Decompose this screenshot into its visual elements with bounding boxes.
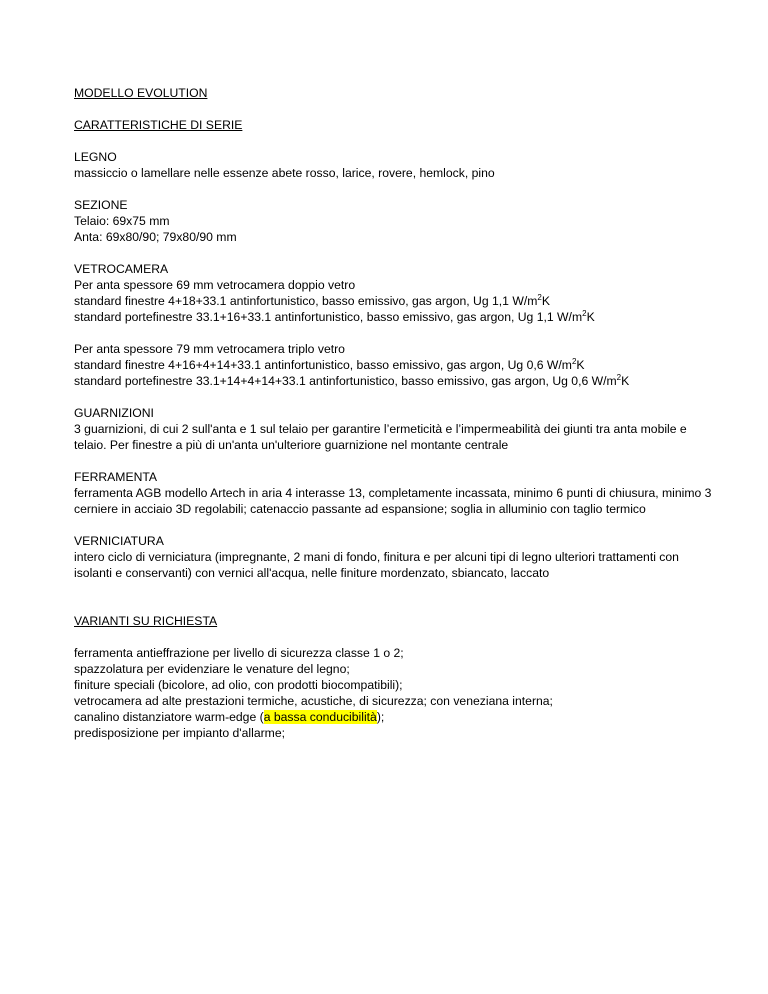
highlighted-text: a bassa conducibilità bbox=[263, 710, 377, 724]
varianti-item: vetrocamera ad alte prestazioni termiche, acustiche, di sicurezza; con veneziana interna; bbox=[74, 694, 553, 708]
guarnizioni-heading: GUARNIZIONI bbox=[74, 406, 154, 420]
verniciatura-heading: VERNICIATURA bbox=[74, 534, 164, 548]
vetrocamera-triplo-intro: Per anta spessore 79 mm vetrocamera triplo vetro bbox=[74, 342, 345, 356]
sezione-telaio: Telaio: 69x75 mm bbox=[74, 214, 170, 228]
vetrocamera-doppio-intro: Per anta spessore 69 mm vetrocamera doppio vetro bbox=[74, 278, 356, 292]
sezione-anta: Anta: 69x80/90; 79x80/90 mm bbox=[74, 230, 237, 244]
legno-heading: LEGNO bbox=[74, 150, 117, 164]
series-heading: CARATTERISTICHE DI SERIE bbox=[74, 118, 243, 132]
varianti-item: ferramenta antieffrazione per livello di sicurezza classe 1 o 2; bbox=[74, 646, 404, 660]
legno-text: massiccio o lamellare nelle essenze abete rosso, larice, rovere, hemlock, pino bbox=[74, 166, 495, 180]
vetrocamera-heading: VETROCAMERA bbox=[74, 262, 169, 276]
varianti-heading: VARIANTI SU RICHIESTA bbox=[74, 614, 218, 628]
guarnizioni-text: 3 guarnizioni, di cui 2 sull'anta e 1 sul telaio per garantire l’ermeticità e l’impermeabilità dei giunti tra anta mobile e telaio. Per finestre a più di un'anta un'ulteriore guarnizione nel montante centrale bbox=[74, 422, 687, 452]
vetrocamera-doppio-finestre: standard finestre 4+18+33.1 antinfortunistico, basso emissivo, gas argon, Ug 1,1 $W/m^2K$ bbox=[74, 293, 550, 308]
ferramenta-text: ferramenta AGB modello Artech in aria 4 interasse 13, completamente incassata, minimo 6 punti di chiusura, minimo 3 cerniere in acciaio 3D regolabili; catenaccio passante ad espansione; soglia in alluminio con taglio termico bbox=[74, 486, 712, 516]
varianti-item: spazzolatura per evidenziare le venature del legno; bbox=[74, 662, 350, 676]
vetrocamera-doppio-portefinestre: standard portefinestre 33.1+16+33.1 antinfortunistico, basso emissivo, gas argon, Ug 1,1 $W/m^2K$ bbox=[74, 309, 595, 324]
vetrocamera-triplo-portefinestre: standard portefinestre 33.1+14+4+14+33.1 antinfortunistico, basso emissivo, gas argon, Ug 0,6 $W/m^2K$ bbox=[74, 373, 630, 388]
sezione-heading: SEZIONE bbox=[74, 198, 128, 212]
varianti-item: finiture speciali (bicolore, ad olio, con prodotti biocompatibili); bbox=[74, 678, 403, 692]
verniciatura-text: intero ciclo di verniciatura (impregnante, 2 mani di fondo, finitura e per alcuni tipi di legno ulteriori trattamenti con isolanti e conservanti) con vernici all'acqua, nelle finiture mordenzato, sbiancato, laccato bbox=[74, 550, 679, 580]
varianti-item: predisposizione per impianto d'allarme; bbox=[74, 726, 285, 740]
document-title: MODELLO EVOLUTION bbox=[74, 86, 208, 100]
document-content bbox=[74, 85, 714, 741]
vetrocamera-triplo-finestre: standard finestre 4+16+4+14+33.1 antinfortunistico, basso emissivo, gas argon, Ug 0,6 $W/m^2K$ bbox=[74, 357, 585, 372]
ferramenta-heading: FERRAMENTA bbox=[74, 470, 158, 484]
varianti-item-canalino: canalino distanziatore warm-edge (a bassa conducibilità); bbox=[74, 710, 385, 724]
